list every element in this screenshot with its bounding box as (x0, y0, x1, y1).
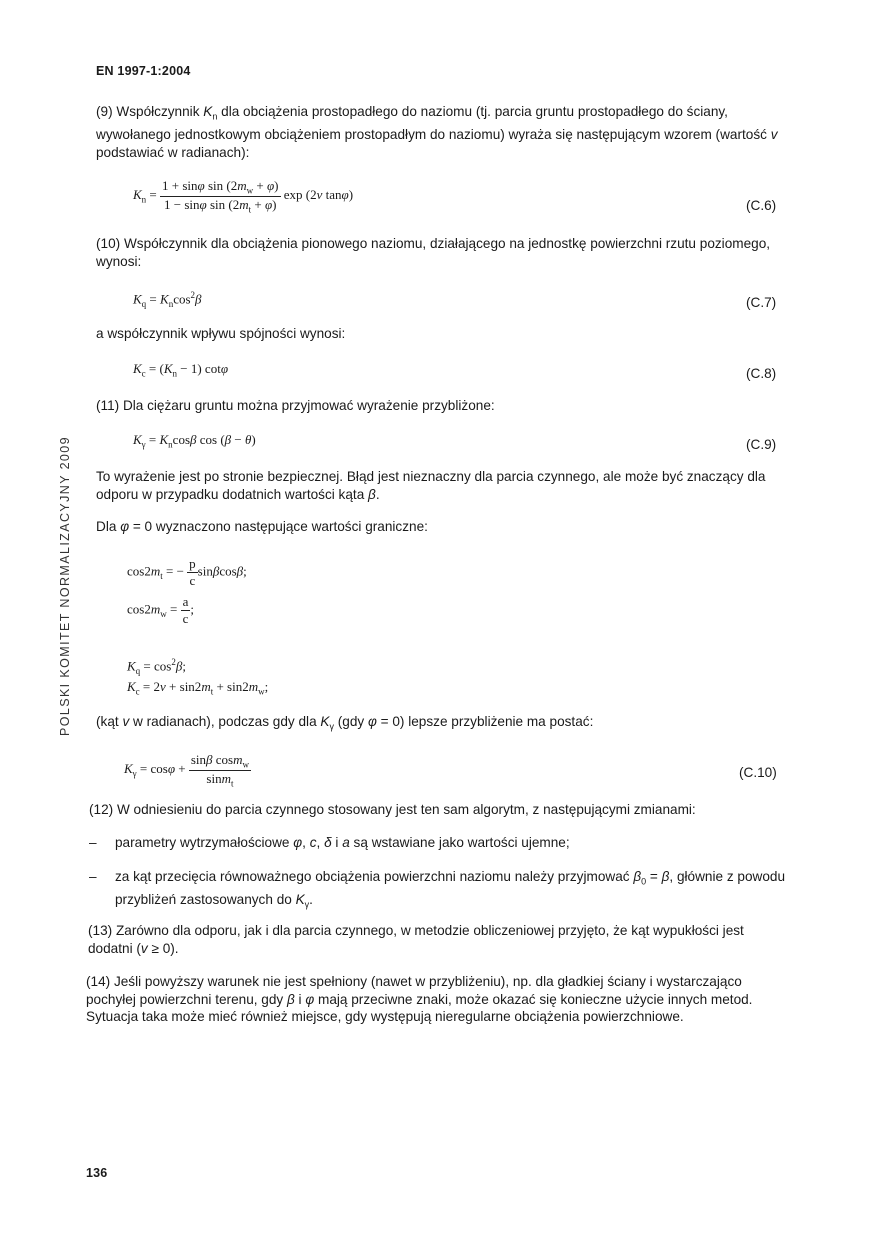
angle-radians-text: (kąt v w radianach), podczas gdy dla $K_\gamma$ (gdy φ = 0) lepsze przybliżenie ma postać: (96, 714, 594, 732)
equation-c7: $K_q = K_n\cos^2\beta$ (133, 290, 202, 309)
paragraph-13: (13) Zarówno dla odporu, jak i dla parcia czynnego, w metodzie obliczeniowej przyjęto, że kąt wypukłości jest dodatni (v ≥ 0). (88, 923, 744, 956)
equation-c10: $K_\gamma = \cos\varphi$ + $\frac{\sin\beta \cos m_w}{\sin m_t}$ (124, 752, 250, 789)
bullet-item-2: – za kąt przecięcia równoważnego obciążenia powierzchni naziomu należy przyjmować $\beta_0 = \beta$, głównie z powodu przybliżeń zastosowanych do $K_\gamma$. (89, 869, 786, 910)
limit-kc: $K_c = 2v + \sin 2m_t + \sin 2m_w$; (127, 679, 269, 697)
cohesion-text: a współczynnik wpływu spójności wynosi: (96, 326, 346, 341)
equation-number-c9: (C.9) (746, 437, 777, 452)
paragraph-9: (9) Współczynnik $K_n$ dla obciążenia prostopadłego do naziomu (tj. parcia gruntu prostopadłego do ściany, wywołanego jednostkowym obciążeniem prostopadłym do naziomu) wyraża się następującym wzorem (wartość v podstawiać w radianach): (96, 104, 778, 160)
page-number: 136 (86, 1166, 108, 1180)
document-code: EN 1997-1:2004 (96, 64, 191, 78)
side-watermark: POLSKI KOMITET NORMALIZACYJNY 2009 (58, 436, 72, 736)
phi-zero-text: Dla φ = 0 wyznaczono następujące wartości graniczne: (96, 519, 428, 534)
paragraph-12: (12) W odniesieniu do parcia czynnego stosowany jest ten sam algorytm, z następującymi zmianami: (89, 802, 696, 817)
equation-c8: $K_c = (K_n - 1)$ cotφ (133, 361, 229, 379)
limit-cos2mt: $\cos 2m_t$ = − $\frac{p}{c}$ sinβcosβ; (127, 556, 247, 588)
limit-cos2mw: $\cos 2m_w$ = $\frac{a}{c}$ ; (127, 594, 194, 626)
paragraph-10: (10) Współczynnik dla obciążenia pionowego naziomu, działającego na jednostkę powierzchni rzutu poziomego, wynosi: (96, 236, 771, 269)
paragraph-safe-side: To wyrażenie jest po stronie bezpiecznej. Błąd jest nieznaczny dla parcia czynnego, ale może być znaczący dla odporu w przypadku dodatnich wartości kąta β. (96, 469, 766, 502)
equation-number-c8: (C.8) (746, 366, 777, 381)
limit-kq: $K_q = \cos^2\beta$; (127, 657, 186, 676)
equation-c6: $K_n$ = $\frac{1 + \sin\varphi \sin (2m_w + \varphi)}{1 - \sin\varphi \sin (2m_t + \varphi)}$ exp (2v tanφ) (133, 178, 354, 215)
equation-c9: $K_\gamma = K_n\cos\beta$ cos (β − θ) (133, 432, 256, 450)
bullet-item-1: – parametry wytrzymałościowe φ, c, δ i a są wstawiane jako wartości ujemne; (89, 835, 570, 850)
paragraph-11: (11) Dla ciężaru gruntu można przyjmować wyrażenie przybliżone: (96, 398, 495, 413)
equation-number-c7: (C.7) (746, 295, 777, 310)
equation-number-c6: (C.6) (746, 198, 777, 213)
equation-number-c10: (C.10) (739, 765, 777, 780)
paragraph-14: (14) Jeśli powyższy warunek nie jest spełniony (nawet w przybliżeniu), np. dla gładkiej ściany i wystarczająco pochyłej powierzchni terenu, gdy β i φ mają przeciwne znaki, może okazać się konieczne użycie innych metod. Sytuacja taka może mieć również miejsce, gdy występują nieregularne obciążenia powierzchniowe. (86, 974, 753, 1024)
